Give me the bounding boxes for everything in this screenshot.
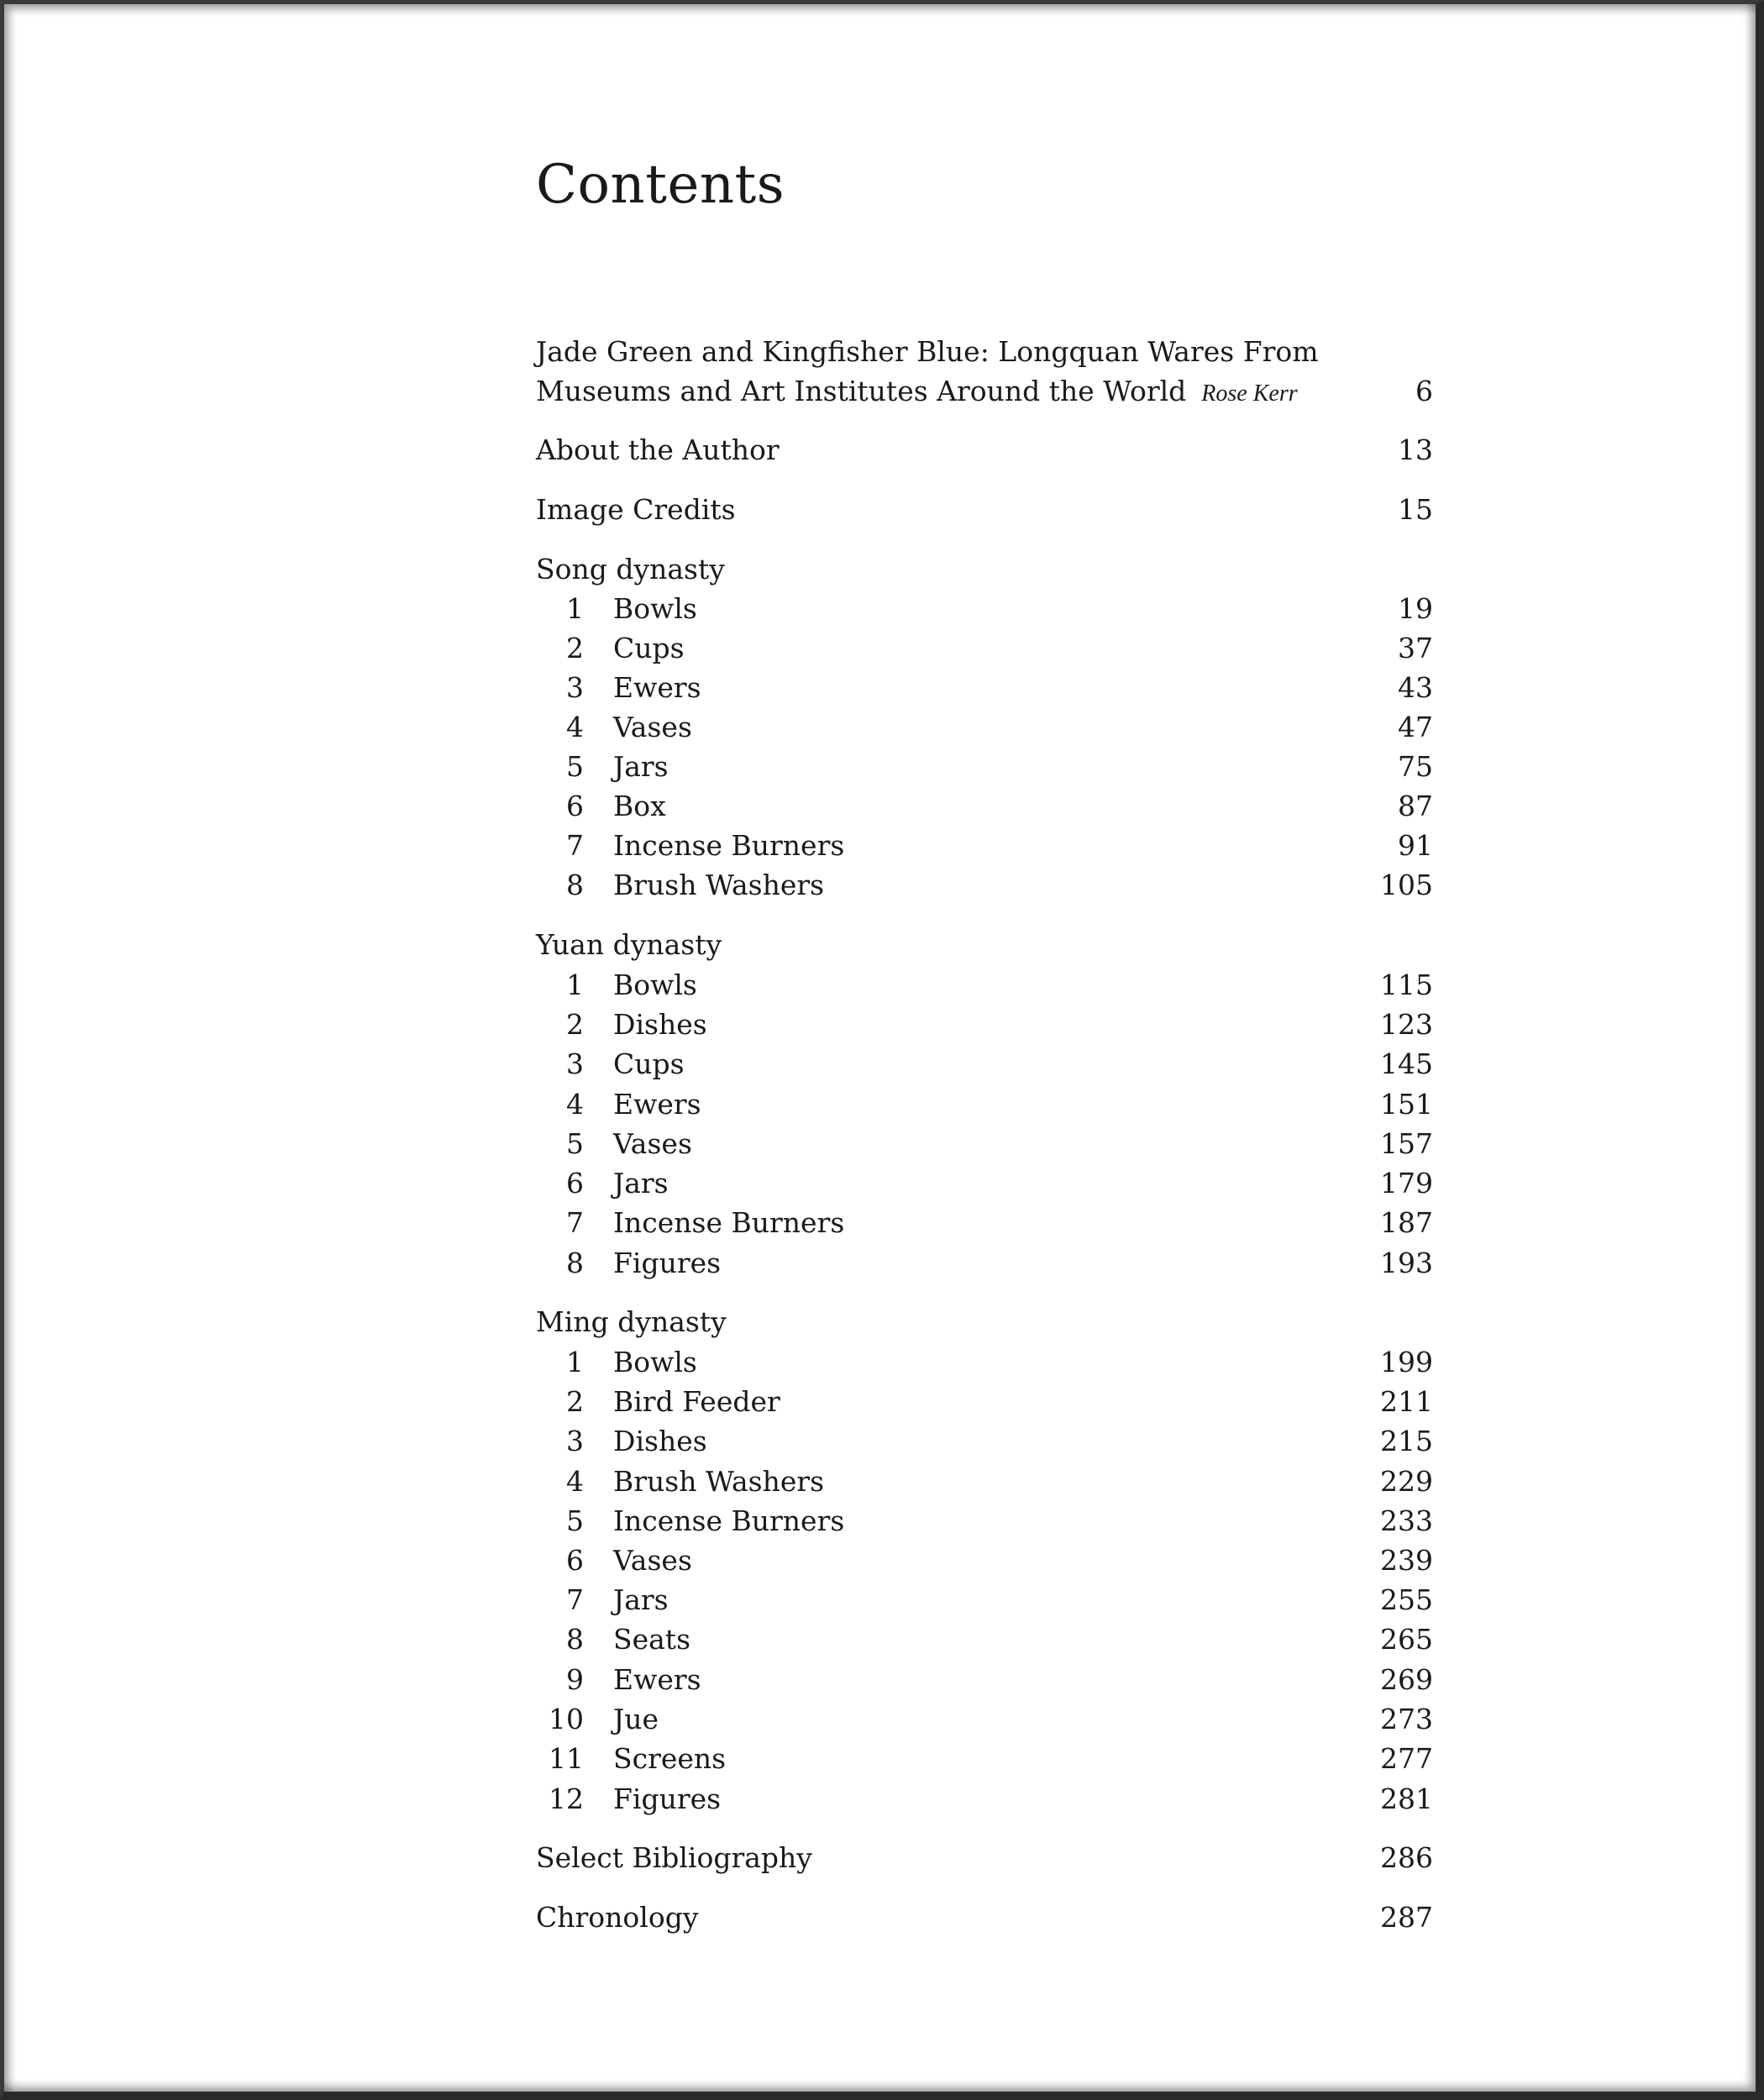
chapter-page-number: 233	[1380, 1504, 1433, 1537]
section-title: Ming dynasty	[536, 1305, 727, 1338]
section-heading-ming[interactable]	[536, 1302, 1433, 1342]
chapter-title: Vases	[613, 711, 692, 743]
chapter-page-number: 19	[1398, 592, 1433, 625]
chapter-title: Figures	[613, 1782, 722, 1815]
chapter-page-number: 145	[1380, 1047, 1433, 1080]
toc-entry-image-credits[interactable]	[536, 490, 1433, 530]
chapter-entry[interactable]	[536, 1779, 1433, 1819]
intro-entry-line-1[interactable]	[536, 332, 1433, 372]
section-heading-song[interactable]	[536, 549, 1433, 590]
chapter-entry[interactable]	[536, 1243, 1433, 1284]
entry-page-number: 286	[1380, 1841, 1433, 1874]
chapter-title: Vases	[613, 1127, 692, 1160]
section-title: Song dynasty	[536, 553, 725, 585]
chapter-entry[interactable]	[536, 1203, 1433, 1243]
entry-page-number: 13	[1398, 433, 1433, 466]
chapter-page-number: 157	[1380, 1127, 1433, 1160]
chapter-number: 2	[566, 1385, 584, 1418]
chapter-number: 8	[566, 1623, 584, 1656]
chapter-title: Bowls	[613, 1346, 697, 1378]
chapter-number: 7	[566, 1583, 584, 1616]
chapter-number: 5	[566, 750, 584, 783]
chapter-number: 6	[566, 790, 584, 822]
chapter-entry[interactable]	[536, 786, 1433, 827]
entry-title: About the Author	[536, 433, 780, 466]
chapter-entry[interactable]	[536, 747, 1433, 787]
chapter-number: 1	[566, 1346, 584, 1378]
entry-title: Image Credits	[536, 493, 736, 526]
chapter-title: Brush Washers	[613, 1465, 825, 1498]
chapter-page-number: 193	[1380, 1247, 1433, 1279]
chapter-number: 8	[566, 1247, 584, 1279]
chapter-entry[interactable]	[536, 707, 1433, 748]
chapter-page-number: 75	[1398, 750, 1433, 783]
chapter-number: 2	[566, 632, 584, 664]
chapter-page-number: 269	[1380, 1663, 1433, 1696]
toc-entry-about-the-author[interactable]	[536, 430, 1433, 470]
intro-entry-line-2[interactable]	[536, 371, 1433, 412]
chapter-page-number: 105	[1380, 869, 1433, 901]
chapter-page-number: 211	[1380, 1385, 1433, 1418]
chapter-page-number: 91	[1398, 829, 1433, 862]
chapter-number: 3	[566, 1425, 584, 1457]
chapter-entry[interactable]	[536, 1462, 1433, 1502]
chapter-page-number: 187	[1380, 1206, 1433, 1239]
chapter-number: 3	[566, 1047, 584, 1080]
section-heading-yuan[interactable]	[536, 925, 1433, 965]
chapter-page-number: 281	[1380, 1782, 1433, 1815]
chapter-number: 5	[566, 1504, 584, 1537]
chapter-title: Cups	[613, 632, 685, 664]
chapter-number: 2	[566, 1008, 584, 1041]
chapter-page-number: 229	[1380, 1465, 1433, 1498]
entry-title: Select Bibliography	[536, 1841, 812, 1874]
chapter-number: 11	[549, 1742, 584, 1775]
chapter-page-number: 199	[1380, 1346, 1433, 1378]
chapter-entry[interactable]	[536, 1699, 1433, 1740]
chapter-entry[interactable]	[536, 1580, 1433, 1620]
chapter-number: 9	[566, 1663, 584, 1696]
chapter-title: Bowls	[613, 969, 697, 1001]
toc-entry-select-bibliography[interactable]	[536, 1838, 1433, 1878]
chapter-entry[interactable]	[536, 1739, 1433, 1779]
chapter-page-number: 43	[1398, 671, 1433, 704]
chapter-entry[interactable]	[536, 628, 1433, 669]
toc-entry-chronology[interactable]	[536, 1898, 1433, 1938]
chapter-entry[interactable]	[536, 589, 1433, 629]
chapter-title: Incense Burners	[613, 829, 845, 862]
page-title: Contents	[536, 154, 785, 216]
chapter-title: Incense Burners	[613, 1206, 845, 1239]
chapter-number: 6	[566, 1544, 584, 1577]
chapter-title: Bird Feeder	[613, 1385, 780, 1418]
entry-title: Chronology	[536, 1901, 699, 1934]
chapter-title: Ewers	[613, 671, 701, 704]
chapter-page-number: 277	[1380, 1742, 1433, 1775]
chapter-title: Vases	[613, 1544, 692, 1577]
chapter-number: 10	[549, 1703, 584, 1735]
chapter-title: Ewers	[613, 1088, 701, 1121]
intro-page-number: 6	[1415, 375, 1433, 407]
chapter-number: 4	[566, 1465, 584, 1498]
chapter-entry[interactable]	[536, 1620, 1433, 1660]
chapter-title: Dishes	[613, 1008, 707, 1041]
chapter-number: 4	[566, 1088, 584, 1121]
chapter-number: 5	[566, 1127, 584, 1160]
chapter-title: Jars	[613, 750, 669, 783]
chapter-entry[interactable]	[536, 1660, 1433, 1700]
section-title: Yuan dynasty	[536, 928, 722, 961]
chapter-number: 1	[566, 969, 584, 1001]
table-of-contents	[536, 0, 1433, 2100]
chapter-title: Ewers	[613, 1663, 701, 1696]
chapter-entry[interactable]	[536, 826, 1433, 866]
chapter-title: Jars	[613, 1583, 669, 1616]
chapter-entry[interactable]	[536, 1044, 1433, 1084]
chapter-page-number: 273	[1380, 1703, 1433, 1735]
chapter-page-number: 37	[1398, 632, 1433, 664]
chapter-number: 8	[566, 869, 584, 901]
chapter-page-number: 87	[1398, 790, 1433, 822]
chapter-page-number: 255	[1380, 1583, 1433, 1616]
chapter-entry[interactable]	[536, 668, 1433, 708]
entry-page-number: 287	[1380, 1901, 1433, 1934]
chapter-entry[interactable]	[536, 1501, 1433, 1541]
intro-title-line-2	[536, 371, 1298, 414]
chapter-number: 4	[566, 711, 584, 743]
chapter-entry[interactable]	[536, 965, 1433, 1005]
chapter-page-number: 179	[1380, 1167, 1433, 1200]
chapter-page-number: 265	[1380, 1623, 1433, 1656]
intro-author: Rose Kerr	[1201, 381, 1298, 407]
chapter-number: 3	[566, 671, 584, 704]
chapter-title: Cups	[613, 1047, 685, 1080]
chapter-entry[interactable]	[536, 1541, 1433, 1581]
entry-page-number: 15	[1398, 493, 1433, 526]
chapter-entry[interactable]	[536, 1421, 1433, 1462]
chapter-title: Brush Washers	[613, 869, 825, 901]
chapter-number: 7	[566, 1206, 584, 1239]
chapter-title: Screens	[613, 1742, 727, 1775]
chapter-entry[interactable]	[536, 1005, 1433, 1045]
chapter-page-number: 239	[1380, 1544, 1433, 1577]
chapter-title: Dishes	[613, 1425, 707, 1457]
chapter-page-number: 47	[1398, 711, 1433, 743]
chapter-number: 12	[549, 1782, 584, 1815]
chapter-page-number: 151	[1380, 1088, 1433, 1121]
chapter-entry[interactable]	[536, 1342, 1433, 1383]
chapter-title: Figures	[613, 1247, 722, 1279]
chapter-number: 1	[566, 592, 584, 625]
chapter-title: Seats	[613, 1623, 691, 1656]
chapter-page-number: 115	[1380, 969, 1433, 1001]
intro-title-text: Museums and Art Institutes Around the World	[536, 375, 1187, 407]
chapter-entry[interactable]	[536, 1084, 1433, 1125]
chapter-number: 6	[566, 1167, 584, 1200]
chapter-number: 7	[566, 829, 584, 862]
chapter-entry[interactable]	[536, 1124, 1433, 1164]
chapter-page-number: 123	[1380, 1008, 1433, 1041]
chapter-entry[interactable]	[536, 1163, 1433, 1204]
chapter-entry[interactable]	[536, 1382, 1433, 1422]
chapter-title: Bowls	[613, 592, 697, 625]
chapter-entry[interactable]	[536, 865, 1433, 906]
chapter-title: Box	[613, 790, 666, 822]
chapter-title: Jue	[613, 1703, 659, 1735]
intro-title-line-1: Jade Green and Kingfisher Blue: Longquan Wares From	[536, 335, 1319, 368]
chapter-title: Jars	[613, 1167, 669, 1200]
chapter-page-number: 215	[1380, 1425, 1433, 1457]
chapter-title: Incense Burners	[613, 1504, 845, 1537]
